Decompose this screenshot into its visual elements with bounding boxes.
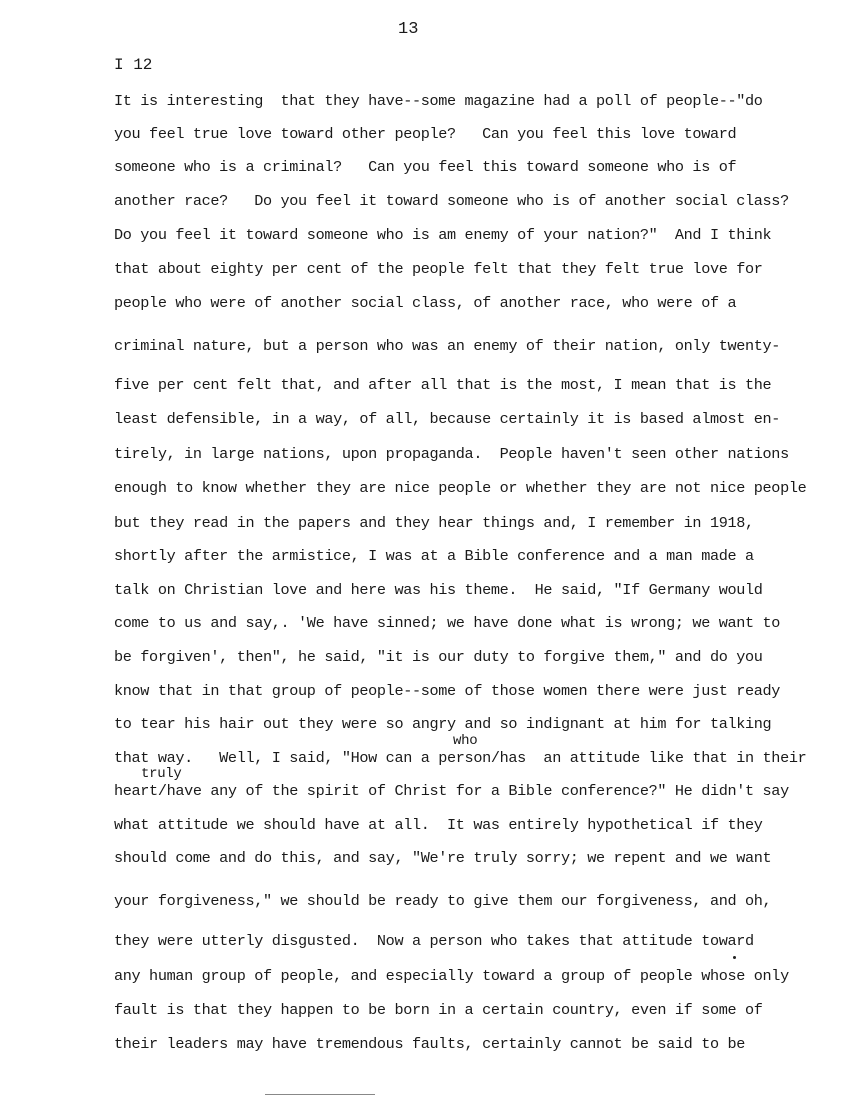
text-line: tirely, in large nations, upon propaganda. People haven't seen other nations bbox=[114, 445, 789, 463]
handwritten-insertion: who bbox=[453, 733, 478, 749]
text-line: your forgiveness," we should be ready to give them our forgiveness, and oh, bbox=[114, 892, 772, 910]
text-line: fault is that they happen to be born in a certain country, even if some of bbox=[114, 1001, 763, 1019]
text-line: Do you feel it toward someone who is am enemy of your nation?" And I think bbox=[114, 226, 772, 244]
text-line: should come and do this, and say, "We're truly sorry; we repent and we want bbox=[114, 849, 772, 867]
text-line: shortly after the armistice, I was at a Bible conference and a man made a bbox=[114, 547, 754, 565]
bottom-rule bbox=[265, 1094, 375, 1095]
page-number: 13 bbox=[398, 20, 419, 39]
section-marker: I 12 bbox=[114, 56, 153, 74]
text-line: know that in that group of people--some of those women there were just ready bbox=[114, 682, 781, 700]
text-line: their leaders may have tremendous faults, certainly cannot be said to be bbox=[114, 1035, 746, 1053]
ink-dot bbox=[733, 956, 736, 959]
text-line: another race? Do you feel it toward someone who is of another social class? bbox=[114, 192, 789, 210]
text-line: be forgiven', then", he said, "it is our duty to forgive them," and do you bbox=[114, 648, 763, 666]
text-line: any human group of people, and especially toward a group of people whose only bbox=[114, 967, 789, 985]
text-line: enough to know whether they are nice people or whether they are not nice people bbox=[114, 479, 807, 497]
text-line: that about eighty per cent of the people felt that they felt true love for bbox=[114, 260, 763, 278]
text-line: come to us and say,. 'We have sinned; we have done what is wrong; we want to bbox=[114, 614, 781, 632]
text-line: to tear his hair out they were so angry and so indignant at him for talking bbox=[114, 715, 772, 733]
text-line: talk on Christian love and here was his theme. He said, "If Germany would bbox=[114, 581, 763, 599]
text-line: they were utterly disgusted. Now a person who takes that attitude toward bbox=[114, 932, 754, 950]
text-line: what attitude we should have at all. It was entirely hypothetical if they bbox=[114, 816, 763, 834]
text-line: heart/have any of the spirit of Christ for a Bible conference?" He didn't say bbox=[114, 782, 789, 800]
handwritten-insertion: truly bbox=[141, 766, 182, 782]
text-line: five per cent felt that, and after all that is the most, I mean that is the bbox=[114, 376, 772, 394]
text-line: It is interesting that they have--some magazine had a poll of people--"do bbox=[114, 92, 763, 110]
text-line: criminal nature, but a person who was an enemy of their nation, only twenty- bbox=[114, 337, 781, 355]
text-line: least defensible, in a way, of all, because certainly it is based almost en- bbox=[114, 410, 781, 428]
text-line: you feel true love toward other people? Can you feel this love toward bbox=[114, 125, 737, 143]
text-line: someone who is a criminal? Can you feel this toward someone who is of bbox=[114, 158, 737, 176]
text-line: people who were of another social class, of another race, who were of a bbox=[114, 294, 737, 312]
text-line: but they read in the papers and they hear things and, I remember in 1918, bbox=[114, 514, 754, 532]
text-line: that way. Well, I said, "How can a person/has an attitude like that in their bbox=[114, 749, 807, 767]
